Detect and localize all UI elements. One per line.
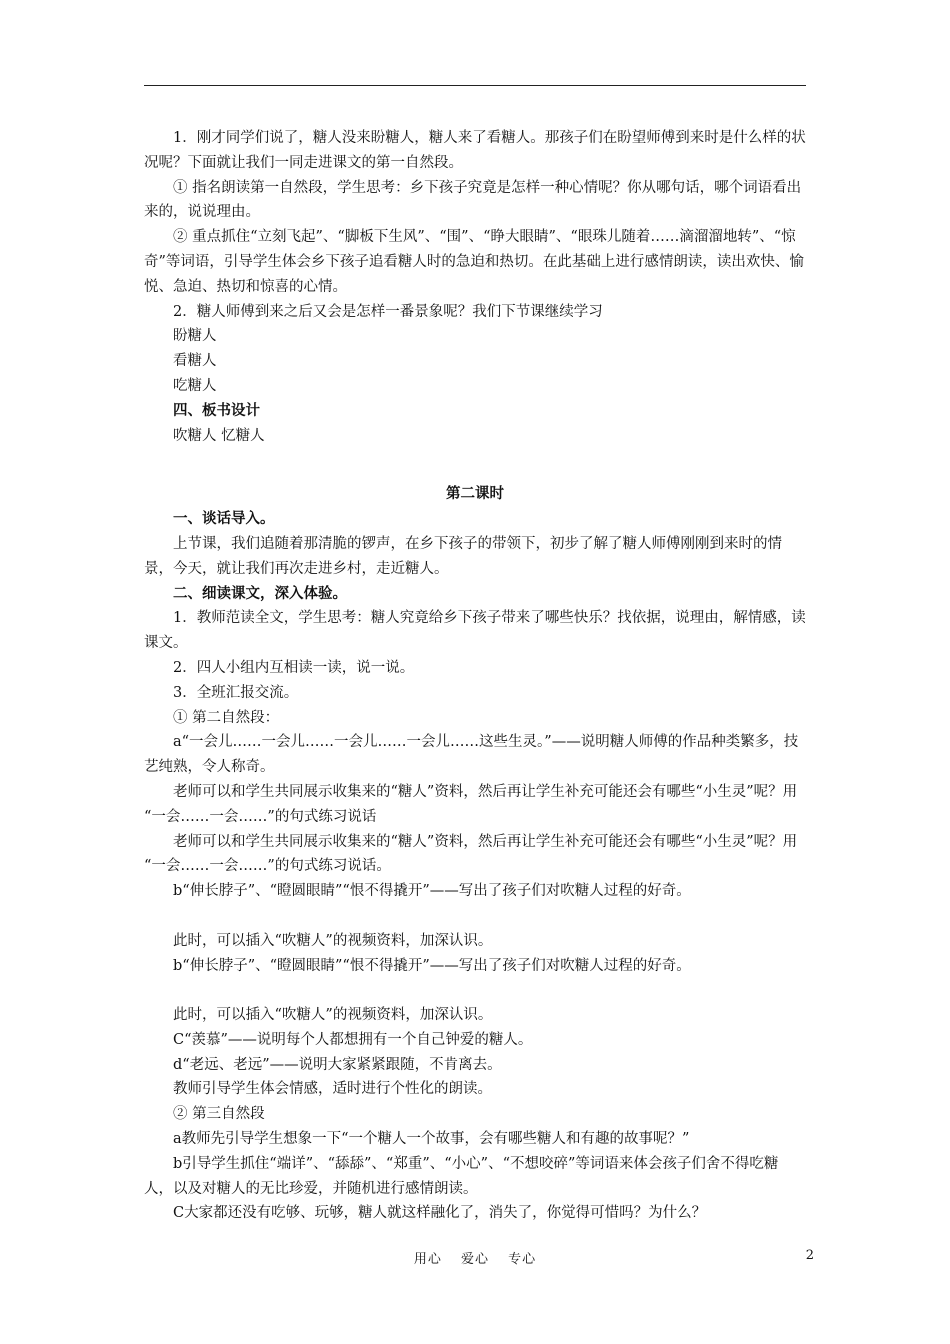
paragraph: d“老远、老远”——说明大家紧紧跟随，不肯离去。	[173, 1056, 502, 1073]
blank-line	[144, 904, 806, 929]
paragraph: ② 重点抓住“立刻飞起”、“脚板下生风”、“围”、“睁大眼睛”、“眼珠儿随着……滴溜溜地转”、“惊奇”等词语，引导学生体会乡下孩子追看糖人时的急迫和热切。在此基础上进行感情朗读，读出欢快、愉悦、急迫、热切和惊喜的心情。	[144, 229, 804, 295]
section-heading: 四、板书设计	[173, 401, 260, 419]
paragraph: 吹糖人 忆糖人	[173, 427, 265, 444]
paragraph: C“羡慕”——说明每个人都想拥有一个自己钟爱的糖人。	[173, 1031, 533, 1048]
section-heading: 一、谈话导入。	[173, 510, 275, 528]
blank-line	[144, 448, 806, 473]
paragraph: b引导学生抓住“端详”、“舔舔”、“郑重”、“小心”、“不想咬碎”等词语来体会孩子们舍不得吃糖人，以及对糖人的无比珍爱，并随机进行感情朗读。	[144, 1155, 779, 1197]
lesson-title: 第二课时	[446, 485, 504, 503]
blank-line	[144, 978, 806, 1003]
paragraph: 看糖人	[173, 353, 217, 370]
header-rule	[144, 85, 806, 86]
paragraph: 2．糖人师傅到来之后又会是怎样一番景象呢？我们下节课继续学习	[173, 303, 603, 320]
paragraph: ① 指名朗读第一自然段，学生思考：乡下孩子究竟是怎样一种心情呢？你从哪句话，哪个词语看出来的，说说理由。	[144, 179, 802, 221]
paragraph: 吃糖人	[173, 377, 217, 394]
paragraph: 上节课，我们追随着那清脆的锣声，在乡下孩子的带领下，初步了解了糖人师傅刚刚到来时的情景，今天，就让我们再次走进乡村，走近糖人。	[144, 535, 782, 577]
paragraph: a“一会儿……一会儿……一会儿……一会儿……这些生灵。”——说明糖人师傅的作品种类繁多，技艺纯熟，令人称奇。	[144, 734, 799, 776]
paragraph: b“伸长脖子”、“瞪圆眼睛”“恨不得撬开”——写出了孩子们对吹糖人过程的好奇。	[173, 883, 691, 900]
paragraph: 此时，可以插入“吹糖人”的视频资料，加深认识。	[173, 1007, 493, 1024]
paragraph: 盼糖人	[173, 328, 217, 345]
section-heading: 二、细读课文，深入体验。	[173, 584, 347, 602]
paragraph: ② 第三自然段	[173, 1106, 265, 1123]
paragraph: a教师先引导学生想象一下“一个糖人一个故事，会有哪些糖人和有趣的故事呢？”	[173, 1131, 690, 1148]
footer-motto: 用心 爱心 专心	[413, 1252, 537, 1267]
paragraph: 3．全班汇报交流。	[173, 684, 299, 701]
paragraph: 1．教师范读全文，学生思考：糖人究竟给乡下孩子带来了哪些快乐？找依据，说理由，解情感，读课文。	[144, 610, 806, 652]
paragraph: 1．刚才同学们说了，糖人没来盼糖人，糖人来了看糖人。那孩子们在盼望师傅到来时是什么样的状况呢？下面就让我们一同走进课文的第一自然段。	[144, 130, 806, 171]
paragraph: 老师可以和学生共同展示收集来的“糖人”资料，然后再让学生补充可能还会有哪些“小生灵”呢？用 “一会……一会……”的句式练习说话。	[144, 833, 798, 875]
paragraph: 此时，可以插入“吹糖人”的视频资料，加深认识。	[173, 932, 493, 949]
paragraph: 2．四人小组内互相读一读，说一说。	[173, 659, 415, 676]
paragraph: b“伸长脖子”、“瞪圆眼睛”“恨不得撬开”——写出了孩子们对吹糖人过程的好奇。	[173, 957, 691, 974]
paragraph: ① 第二自然段：	[173, 709, 280, 726]
page-number: 2	[805, 1248, 814, 1263]
document-body	[144, 126, 806, 1226]
paragraph: 教师引导学生体会情感，适时进行个性化的朗读。	[173, 1081, 492, 1098]
paragraph: 老师可以和学生共同展示收集来的“糖人”资料，然后再让学生补充可能还会有哪些“小生灵”呢？用 “一会……一会……”的句式练习说话	[144, 783, 798, 825]
paragraph: C大家都还没有吃够、玩够，糖人就这样融化了，消失了，你觉得可惜吗？为什么？	[173, 1205, 707, 1222]
